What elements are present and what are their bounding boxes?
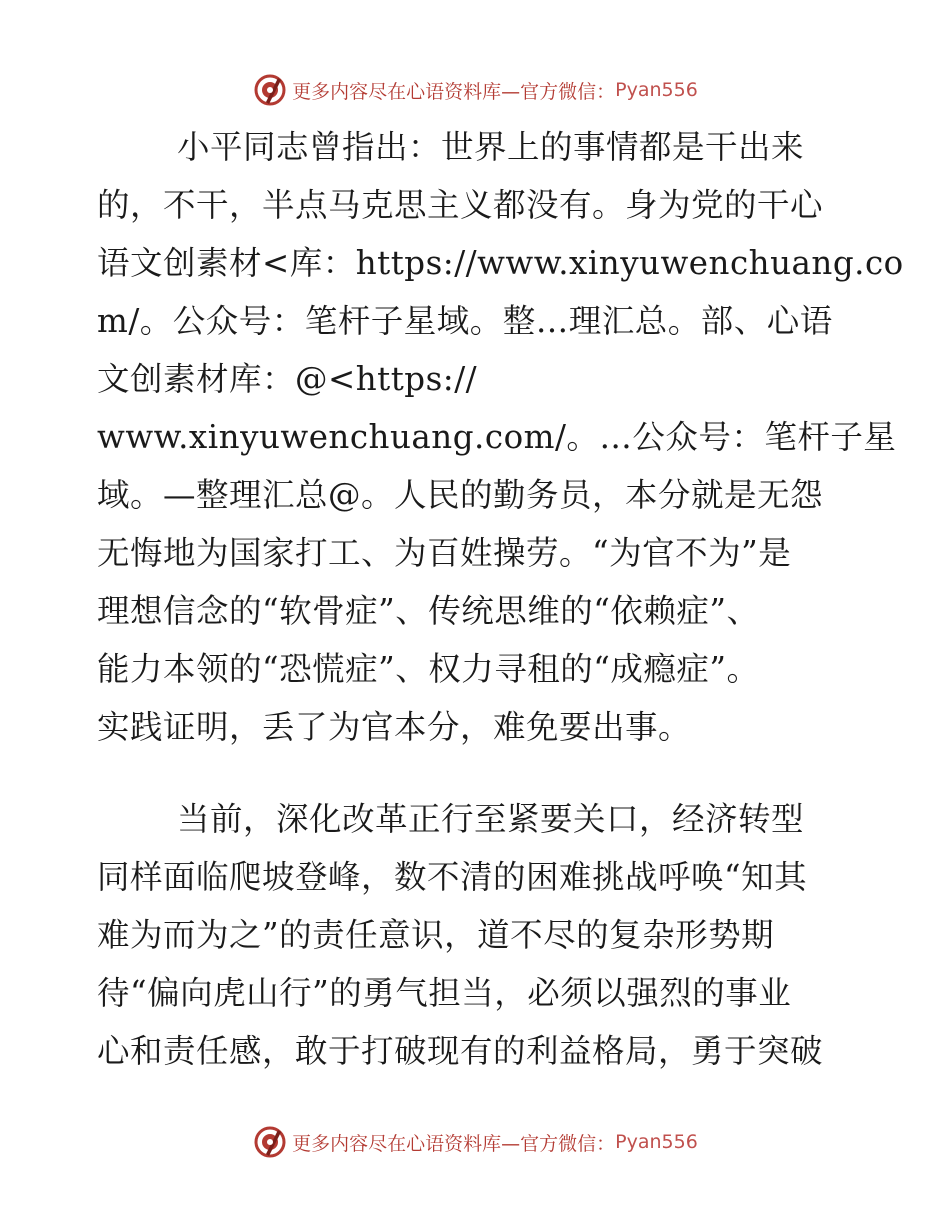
text-line: 能力本领的“恐慌症”、权力寻租的“成瘾症”。 bbox=[97, 650, 760, 688]
header-text: 更多内容尽在心语资料库—官方微信： bbox=[292, 80, 616, 103]
text-line: 的，不干，半点马克思主义都没有。身为党的干心 bbox=[97, 186, 824, 224]
text-line: m/。公众号：笔杆子星域。整…理汇总。部、心语 bbox=[97, 302, 833, 340]
paragraph-spacer bbox=[97, 756, 852, 790]
text-line: 域。—整理汇总@。人民的勤务员，本分就是无怨 bbox=[97, 476, 824, 514]
text-line: 心和责任感，敢于打破现有的利益格局，勇于突破 bbox=[97, 1032, 824, 1070]
text-line: 小平同志曾指出：世界上的事情都是干出来 bbox=[177, 128, 805, 166]
header-wechat-id: Pyan556 bbox=[615, 79, 698, 101]
text-line: 待“偏向虎山行”的勇气担当，必须以强烈的事业 bbox=[97, 974, 792, 1012]
text-line: 同样面临爬坡登峰，数不清的困难挑战呼唤“知其 bbox=[97, 858, 808, 896]
text-line: 难为而为之”的责任意识，道不尽的复杂形势期 bbox=[97, 916, 775, 954]
text-line: 当前，深化改革正行至紧要关口，经济转型 bbox=[177, 800, 805, 838]
text-line: 理想信念的“软骨症”、传统思维的“依赖症”、 bbox=[97, 592, 760, 630]
paragraph bbox=[97, 790, 852, 1080]
text-line: 文创素材库：@<https:// bbox=[97, 360, 478, 398]
footer-banner bbox=[0, 1122, 950, 1162]
document-body bbox=[97, 118, 904, 1080]
footer-wechat-id: Pyan556 bbox=[615, 1131, 698, 1153]
header-banner bbox=[0, 70, 950, 110]
text-line: 实践证明，丢了为官本分，难免要出事。 bbox=[97, 708, 692, 746]
text-line: 无悔地为国家打工、为百姓操劳。“为官不为”是 bbox=[97, 534, 792, 572]
pen-seal-logo-icon bbox=[252, 72, 288, 108]
pen-seal-logo-icon bbox=[252, 1124, 288, 1160]
text-line: 语文创素材<库：https://www.xinyuwenchuang.co bbox=[97, 244, 904, 282]
footer-text: 更多内容尽在心语资料库—官方微信： bbox=[292, 1132, 616, 1155]
text-line: www.xinyuwenchuang.com/。…公众号：笔杆子星 bbox=[97, 418, 897, 456]
paragraph bbox=[97, 118, 904, 756]
